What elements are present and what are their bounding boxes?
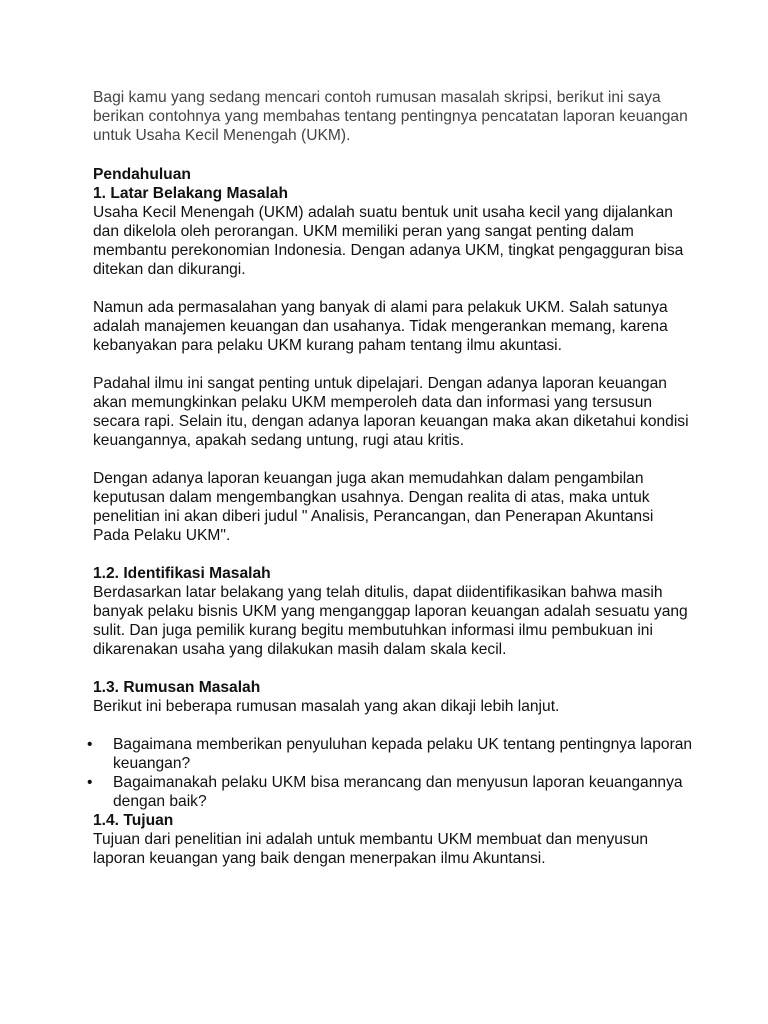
latar-paragraph-3: Padahal ilmu ini sangat penting untuk dipelajari. Dengan adanya laporan keuangan akan memungkinkan pelaku UKM memperoleh data dan informasi yang tersusun secara rapi. Selain itu, dengan adanya laporan keuangan maka akan diketahui kondisi keuangannya, apakah sedang untung, rugi atau kritis. [93, 375, 689, 449]
list-item [87, 735, 693, 773]
heading-rumusan: 1.3. Rumusan Masalah [93, 679, 261, 696]
latar-paragraph-4: Dengan adanya laporan keuangan juga akan memudahkan dalam pengambilan keputusan dalam mengembangkan usahnya. Dengan realita di atas, maka untuk penelitian ini akan diberi judul " Analisis, Perancangan, dan Penerapan Akuntansi Pada Pelaku UKM". [93, 470, 654, 544]
bullet-icon: • [87, 736, 93, 753]
bullet-icon: • [87, 774, 93, 791]
tujuan-paragraph: Tujuan dari penelitian ini adalah untuk membantu UKM membuat dan menyusun laporan keuangan yang baik dengan menerpakan ilmu Akuntansi. [93, 831, 649, 867]
section-title: Pendahuluan [93, 166, 191, 183]
list-item-text: Bagaimana memberikan penyuluhan kepada pelaku UK tentang pentingnya laporan keuangan? [113, 736, 693, 772]
latar-paragraph-2: Namun ada permasalahan yang banyak di alami para pelakuk UKM. Salah satunya adalah manajemen keuangan dan usahanya. Tidak mengerankan memang, karena kebanyakan para pelaku UKM kurang paham tentang ilmu akuntasi. [93, 299, 668, 354]
latar-paragraph-1: Usaha Kecil Menengah (UKM) adalah suatu bentuk unit usaha kecil yang dijalankan dan dikelola oleh perorangan. UKM memiliki peran yang sangat penting dalam membantu perekonomian Indonesia. Dengan adanya UKM, tingkat pengagguran bisa ditekan dan dikurangi. [93, 204, 684, 278]
rumusan-paragraph: Berikut ini beberapa rumusan masalah yang akan dikaji lebih lanjut. [93, 698, 560, 715]
identifikasi-paragraph: Berdasarkan latar belakang yang telah ditulis, dapat diidentifikasikan bahwa masih banyak pelaku bisnis UKM yang menganggap laporan keuangan adalah sesuatu yang sulit. Dan juga pemilik kurang begitu membutuhkan informasi ilmu pembukuan ini dikarenakan usaha yang dilakukan masih dalam skala kecil. [93, 584, 688, 658]
list-item [87, 773, 693, 811]
document-page [87, 88, 693, 868]
list-item-text: Bagaimanakah pelaku UKM bisa merancang dan menyusun laporan keuangannya dengan baik? [113, 774, 683, 810]
heading-latar-belakang: 1. Latar Belakang Masalah [93, 185, 289, 202]
rumusan-list [87, 735, 693, 811]
heading-identifikasi: 1.2. Identifikasi Masalah [93, 565, 271, 582]
intro-paragraph: Bagi kamu yang sedang mencari contoh rumusan masalah skripsi, berikut ini saya berikan contohnya yang membahas tentang pentingnya pencatatan laporan keuangan untuk Usaha Kecil Menengah (UKM). [93, 89, 688, 144]
heading-tujuan: 1.4. Tujuan [93, 812, 174, 829]
